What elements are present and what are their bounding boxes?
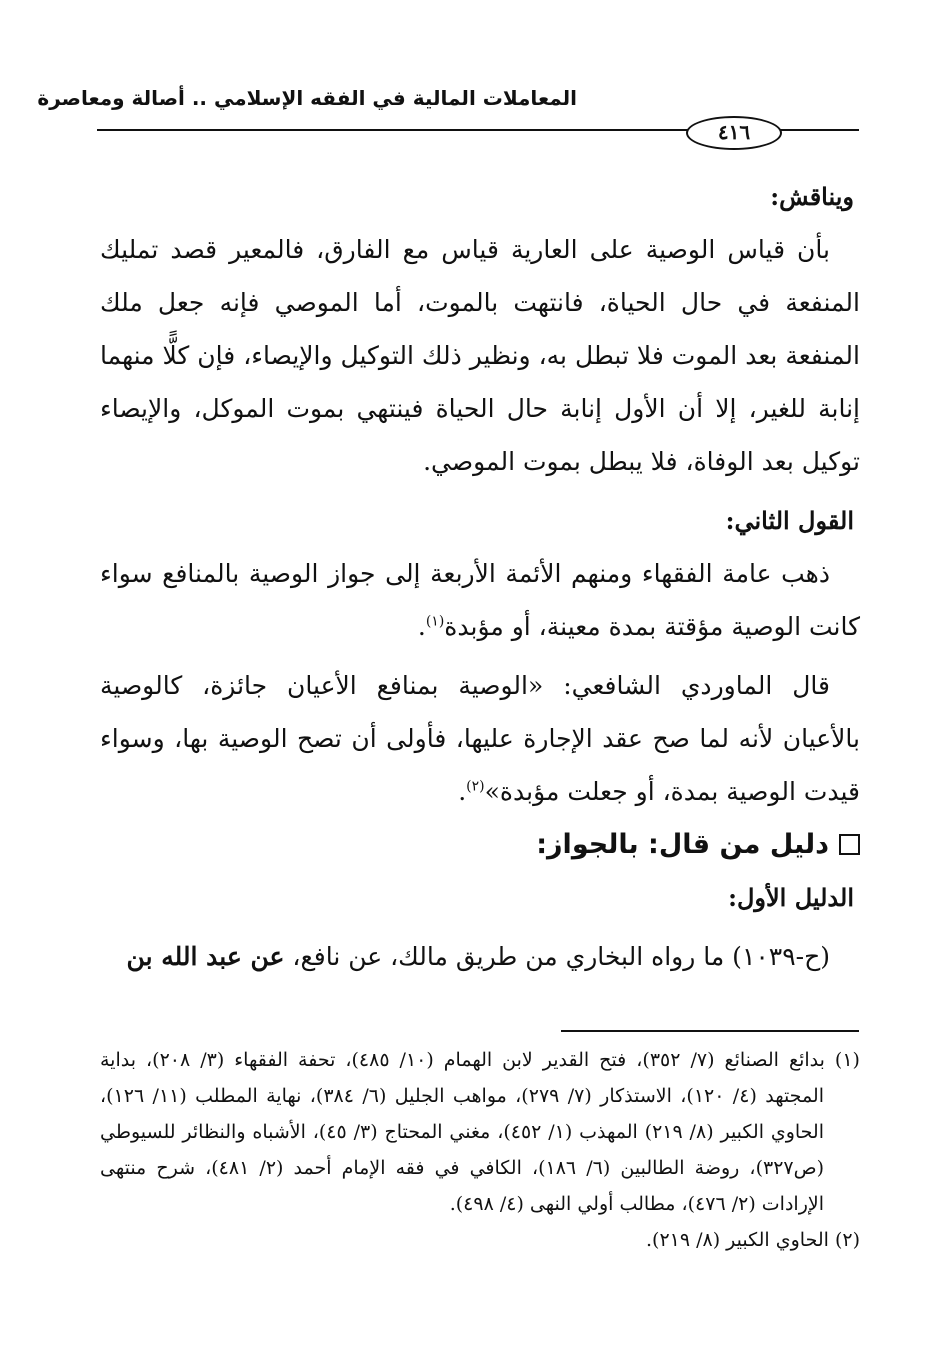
paragraph-4 [100, 930, 860, 983]
section-heading-text: دليل من قال: بالجواز: [536, 829, 829, 860]
page-number-badge: ٤١٦ [686, 116, 782, 150]
heading-first-evidence: الدليل الأول: [728, 883, 854, 912]
running-title: المعاملات المالية في الفقه الإسلامي .. أصالة ومعاصرة [37, 86, 577, 110]
footnote-2: (٢) الحاوي الكبير (٨/ ٢١٩). [645, 1229, 860, 1251]
footnote-ref-1: (١) [425, 613, 445, 630]
square-bullet-icon [839, 834, 860, 855]
paragraph-2-text: ذهب عامة الفقهاء ومنهم الأئمة الأربعة إلى جواز الوصية بالمنافع سواء كانت الوصية مؤقتة بمدة معينة، أو مؤبدة [100, 559, 860, 641]
paragraph-4-bold: عن عبد الله بن [126, 942, 285, 971]
footnote-rule [561, 1030, 859, 1032]
paragraph-2-end: . [417, 612, 426, 641]
paragraph-1: بأن قياس الوصية على العارية قياس مع الفارق، فالمعير قصد تمليك المنفعة في حال الحياة، فانتهت بالموت، أما الموصي فإنه جعل ملك المنفعة بعد الموت فلا تبطل به، ونظير ذلك التوكيل والإيصاء، فإن كلًّا منهما إنابة للغير، إلا أن الأول إنابة حال الحياة فينتهي بموت الموكل، والإيصاء توكيل بعد الوفاة، فلا يبطل بموت الموصي. [100, 235, 860, 476]
paragraph-3-end: . [458, 777, 467, 806]
paragraph-3-text: قال الماوردي الشافعي: «الوصية بمنافع الأعيان جائزة، كالوصية بالأعيان لأنه لما صح عقد الإجارة عليها، فأولى أن تصح الوصية بها، وسواء قيدت الوصية بمدة، أو جعلت مؤبدة» [100, 671, 860, 806]
section-heading [100, 818, 860, 871]
heading-discussion: ويناقش: [770, 182, 854, 211]
paragraph-2 [100, 547, 860, 653]
footnotes [100, 1042, 860, 1258]
footnote-ref-2: (٢) [466, 778, 485, 795]
footnote-1: (١) بدائع الصنائع (٧/ ٣٥٢)، فتح القدير لابن الهمام (١٠/ ٤٨٥)، تحفة الفقهاء (٣/ ٢٠٨)، بداية المجتهد (٤/ ١٢٠)، الاستذكار (٧/ ٢٧٩)، مواهب الجليل (٦/ ٣٨٤)، نهاية المطلب (١١/ ١٢٦)، الحاوي الكبير (٨/ ٢١٩) المهذب (١/ ٤٥٢)، مغني المحتاج (٣/ ٤٥)، الأشباه والنظائر للسيوطي (ص٣٢٧)، روضة الطالبين (٦/ ١٨٦)، الكافي في فقه الإمام أحمد (٢/ ٤٨١)، شرح منتهى الإرادات (٢/ ٤٧٦)، مطالب أولي النهى (٤/ ٤٩٨). [100, 1049, 860, 1215]
heading-second-opinion: القول الثاني: [725, 506, 854, 535]
paragraph-4-text: (ح-١٠٣٩) ما رواه البخاري من طريق مالك، عن نافع، [292, 942, 830, 971]
main-text [100, 170, 860, 983]
paragraph-3 [100, 659, 860, 818]
